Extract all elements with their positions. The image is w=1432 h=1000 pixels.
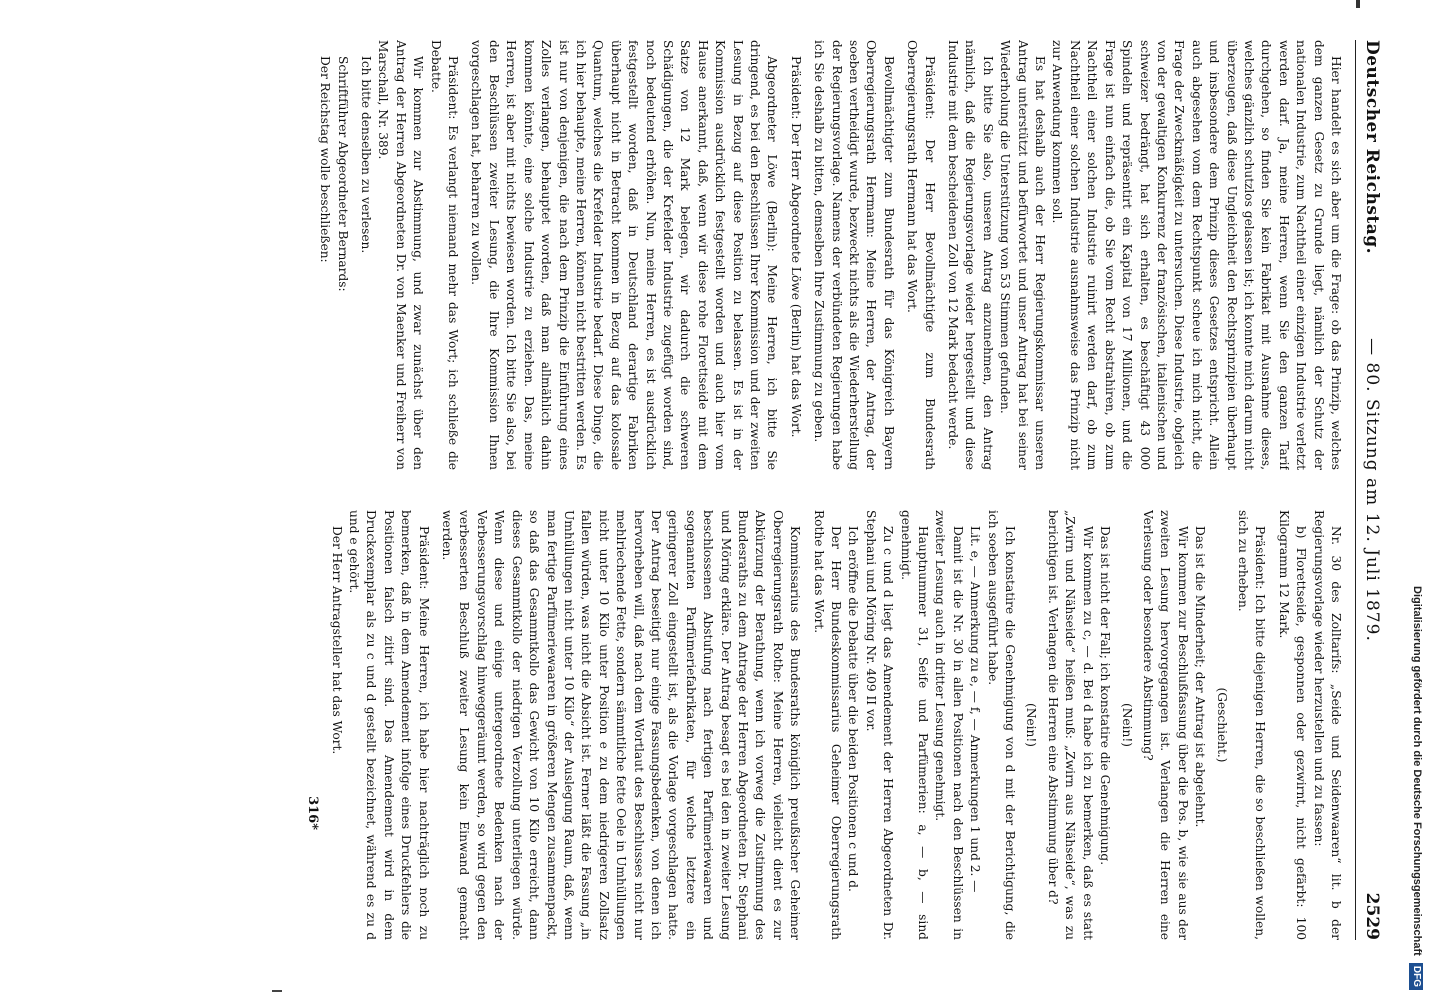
page-header: [1355, 40, 1386, 940]
paragraph: Schriftführer Abgeordneter Bernards:: [335, 56, 350, 292]
paragraph: Präsident: Meine Herren, ich habe hier nachträglich noch zu bemerken, daß in dem Amendement infolge eines Druckfehlers die Positionen falsch zitirt sind. Das Amendement wird in dem Druckexemplar als zu c und d gestellt bezeichnet, während es zu d und e gehört.: [347, 510, 431, 940]
dfg-credit-text: Digitalisierung gefördert durch die Deutsche Forschungsgemeinschaft: [1411, 586, 1423, 956]
paragraph: Abgeordneter Löwe (Berlin): Meine Herren, ich bitte Sie dringend, es bei den Beschlüssen Ihrer Kommission und der zweiten Lesung in Bezug auf diese Position zu belassen. Es ist in der Kommission ausdrücklich festgestellt worden und auch hier vom Hause anerkannt, daß, wenn wir diese rohe Florettseide mit dem Satze von 12 Mark belegen, wir dadurch die schweren Schädigungen, die der Krefelder Industrie zugefügt worden sind, noch bedeutend erhöhen. Nun, meine Herren, es ist ausdrücklich festgestellt worden, daß in Deutschland derartige Fabriken überhaupt nicht in Betracht kommen in Bezug auf das kolossale Quantum, welches die Krefelder Industrie bedarf. Diese Dinge, die ich hier behaupte, meine Herren, können nicht bestritten werden. Es ist nur von denjenigen, die nach dem Prinzip die Einführung eines Zolles verlangen, behauptet worden, daß man allmählich dahin kommen könnte, eine solche Industrie zu erziehen. Das, meine Herren, ist aber mit nichts bewiesen worden. Ich bitte Sie also, bei den Beschlüssen zweiter Lesung, die Ihre Kommission Ihnen vorgeschlagen hat, beharren zu wollen.: [469, 40, 780, 470]
dfg-credit: [1406, 10, 1428, 990]
header-title: Deutscher Reichstag.: [1362, 40, 1382, 255]
scan-mark: [272, 990, 282, 992]
paragraph: Ich eröffne die Debatte über die beiden Positionen c und d.: [846, 526, 861, 892]
paragraph: Ich konstatire die Genehmigung von d mit der Berichtigung, die ich soeben ausgeführt habe.: [985, 510, 1018, 940]
sheet-number: 316*: [305, 796, 321, 830]
paragraph: Ich bitte Sie also, unseren Antrag anzunehmen, den Antrag nämlich, daß die Regierungsvorlage wieder hergestellt und diese Industrie mit dem bescheidenen Zoll von 12 Mark bedacht werde.: [946, 40, 995, 470]
paragraph: Bevollmächtigter zum Bundesrath für das Königreich Bayern Oberregierungsrath Hermann: Meine Herren, der Antrag, der soeben vertheidigt wurde, bezweckt nichts als die Wiederherstellung der Regierungsvorlage. Namens der verbündeten Regierungen habe ich Sie deshalb zu bitten, demselben Ihre Zustimmung zu geben.: [812, 40, 896, 470]
paragraph: Der Reichstag wolle beschließen:: [318, 56, 333, 263]
paragraph: Kommissarius des Bundesraths königlich preußischer Geheimer Oberregierungsrath Rothe: Meine Herren, vielleicht dient es zur Abkürzung der Berathung, wenn ich vorweg die Zustimmung des Bundesraths zu dem Antrage der Herren Abgeordneten Dr. Stephani und Möring erkläre. Der Antrag besagt es bei den in zweiter Lesung beschlossenen Abstufung nach fertigen Parfümeriewaaren und sogenannten Parfümeriefabrikaten, für welche letztere ein geringerer Zoll eingestellt ist, als die Vorlage vorgeschlagen hatte. Der Antrag beseitigt nur einige Fassungsbedenken, von denen ich hervorheben will, daß nach dem Wortlaut des Beschlusses nicht nur mehlriechende Fette, sondern sämmtliche fette Oele in Umhüllungen nicht unter 10 Kilo unter Position e zu dem niedrigeren Zollsatz fallen würden, was nicht die Absicht ist. Ferner läßt die Fassung „in Umhüllungen nicht unter 10 Kilo“ der Auslegung Raum, daß, wenn man fertige Parfümeriewaaren in größeren Mengen zusammenpackt, so daß das Gesammtkollo das Gewicht von 10 Kilo erreicht, dann dieses Gesammtkollo der niedrigen Verzollung unterliegen würde. Wenn diese und einige untergeordnete Bedenken nach der Verbesserungsvorschlag hinweggeräumt werden, so wird gegen den verbesserten Beschluß zweiter Lesung kein Einwand gemacht werden.: [440, 510, 803, 940]
paragraph: Wir kommen zur Beschlußfassung über die Pos. b, wie sie aus der zweiten Lesung hervorgegangen ist. Verlangen die Herren eine Verlesung oder besondere Abstimmung?: [1140, 510, 1190, 940]
dfg-logo: DFG: [1409, 963, 1423, 990]
paragraph: Präsident: Der Herr Bevollmächtigte zum Bundesrath Oberregierungsrath Hermann hat das Wort.: [905, 40, 937, 470]
paragraph: Der Herr Antragsteller hat das Wort.: [329, 526, 344, 755]
stage-direction: (Nein!): [1024, 702, 1039, 748]
paragraph: Das ist die Minderheit; der Antrag ist abgelehnt.: [1193, 526, 1208, 828]
scan-mark: [1356, 0, 1360, 8]
stage-direction: (Nein!): [1119, 702, 1134, 748]
page-number: 2529: [1362, 892, 1382, 940]
paragraph: Damit ist die Nr. 30 in allen Positionen nach den Beschlüssen in zweiter Lesung auch in dritter Lesung genehmigt.: [933, 510, 965, 940]
paragraph: Nr. 30 des Zolltarifs: „Seide und Seidenwaaren“ lit. b der Regierungsvorlage wieder herzustellen und zu fassen:: [1311, 510, 1343, 940]
dfg-credit-strip: [1406, 10, 1428, 990]
paragraph: Hier handelt es sich aber um die Frage: ob das Prinzip, welches dem ganzen Gesetz zu Grunde liegt, nämlich der Schutz der nationalen Industrie, zum Nachtheil einer einzigen Industrie verletzt werden darf. Ja, meine Herren, wenn Sie den ganzen Tarif durchgehen, so finden Sie kein Fabrikat mit Ausnahme dieses, welches gänzlich schutzlos gelassen ist; ich konnte mich darum nicht überzeugen, daß diese Ungleichheit den Rechtsprinzipien überhaupt und insbesondere dem Prinzip dieses Gesetzes entspricht. Allein auch abgesehen vom dem Rechtspunkt scheue ich mich nicht, die Frage der Zweckmäßigkeit zu untersuchen. Diese Industrie, obgleich von der gewaltigen Konkurrenz der französischen, italienischen und schweizer bedrängt, hat sich erhalten, es beschäftigt 43 000 Spindeln und repräsentirt ein Kapital von 17 Millionen, und die Frage ist nun einfach die, ob Sie vom Recht abstrahiren, ob zum Nachtheil einer solchen Industrie ruinirt werden darf, ob zum Nachtheil einer solchen Industrie ausnahmsweise das Prinzip nicht zur Anwendung kommen soll.: [1050, 40, 1343, 470]
paragraph: Zu c und d liegt das Amendement der Herren Abgeordneten Dr. Stephani und Möring Nr. 409 II vor.: [863, 510, 896, 940]
rotated-scan-page: [36, 20, 1396, 960]
paragraph: Lit. e, — Anmerkung zu e, — f, — Anmerkungen 1 und 2. —: [968, 526, 983, 893]
paragraph: Wir kommen zur Abstimmung, und zwar zunächst über den Antrag der Herren Abgeordneten Dr. von Maenker und Freiherr von Marschall, Nr. 389.: [376, 40, 426, 470]
header-session: — 80. Sitzung am 12. Juli 1879.: [1362, 338, 1382, 642]
right-text-column: [56, 510, 1344, 940]
paragraph: Wir kommen zu c, — d. Bei d habe ich zu bemerken, daß es statt „Zwirn und Nähseide“ heißen muß: „Zwirn aus Nähseide“, was zu berichtigen ist. Verlangen die Herren eine Abstimmung über d?: [1045, 510, 1095, 940]
paragraph: Hauptnummer 31, Seife und Parfümerien: a, — b, — sind genehmigt.: [898, 510, 931, 940]
paragraph: Es hat deshalb auch der Herr Regierungskommissar unseren Antrag unterstützt und befürwortet und unser Antrag hat bei seiner Wiederholung die Unterstützung von 53 Stimmen gefunden.: [998, 40, 1048, 470]
paragraph: b) Florettseide, gesponnen oder gezwirnt, nicht gefärbt: 100 Kilogramm 12 Mark.: [1276, 510, 1309, 940]
paragraph: Das ist nicht der Fall; ich konstatire die Genehmigung.: [1098, 526, 1113, 866]
left-text-column: [56, 40, 1344, 470]
paragraph: Der Herr Bundeskommissarius Geheimer Oberregierungsrath Rothe hat das Wort.: [811, 510, 844, 940]
stage-direction: (Geschieht.): [1214, 687, 1229, 763]
paragraph: Präsident: Der Herr Abgeordnete Löwe (Berlin) hat das Wort.: [788, 56, 803, 438]
paragraph: Ich bitte denselben zu verlesen.: [359, 56, 374, 254]
paragraph: Präsident: Es verlangt niemand mehr das Wort; ich schließe die Debatte.: [428, 40, 461, 470]
paragraph: Präsident: Ich bitte diejenigen Herren, die so beschließen wollen, sich zu erheben.: [1235, 510, 1268, 940]
